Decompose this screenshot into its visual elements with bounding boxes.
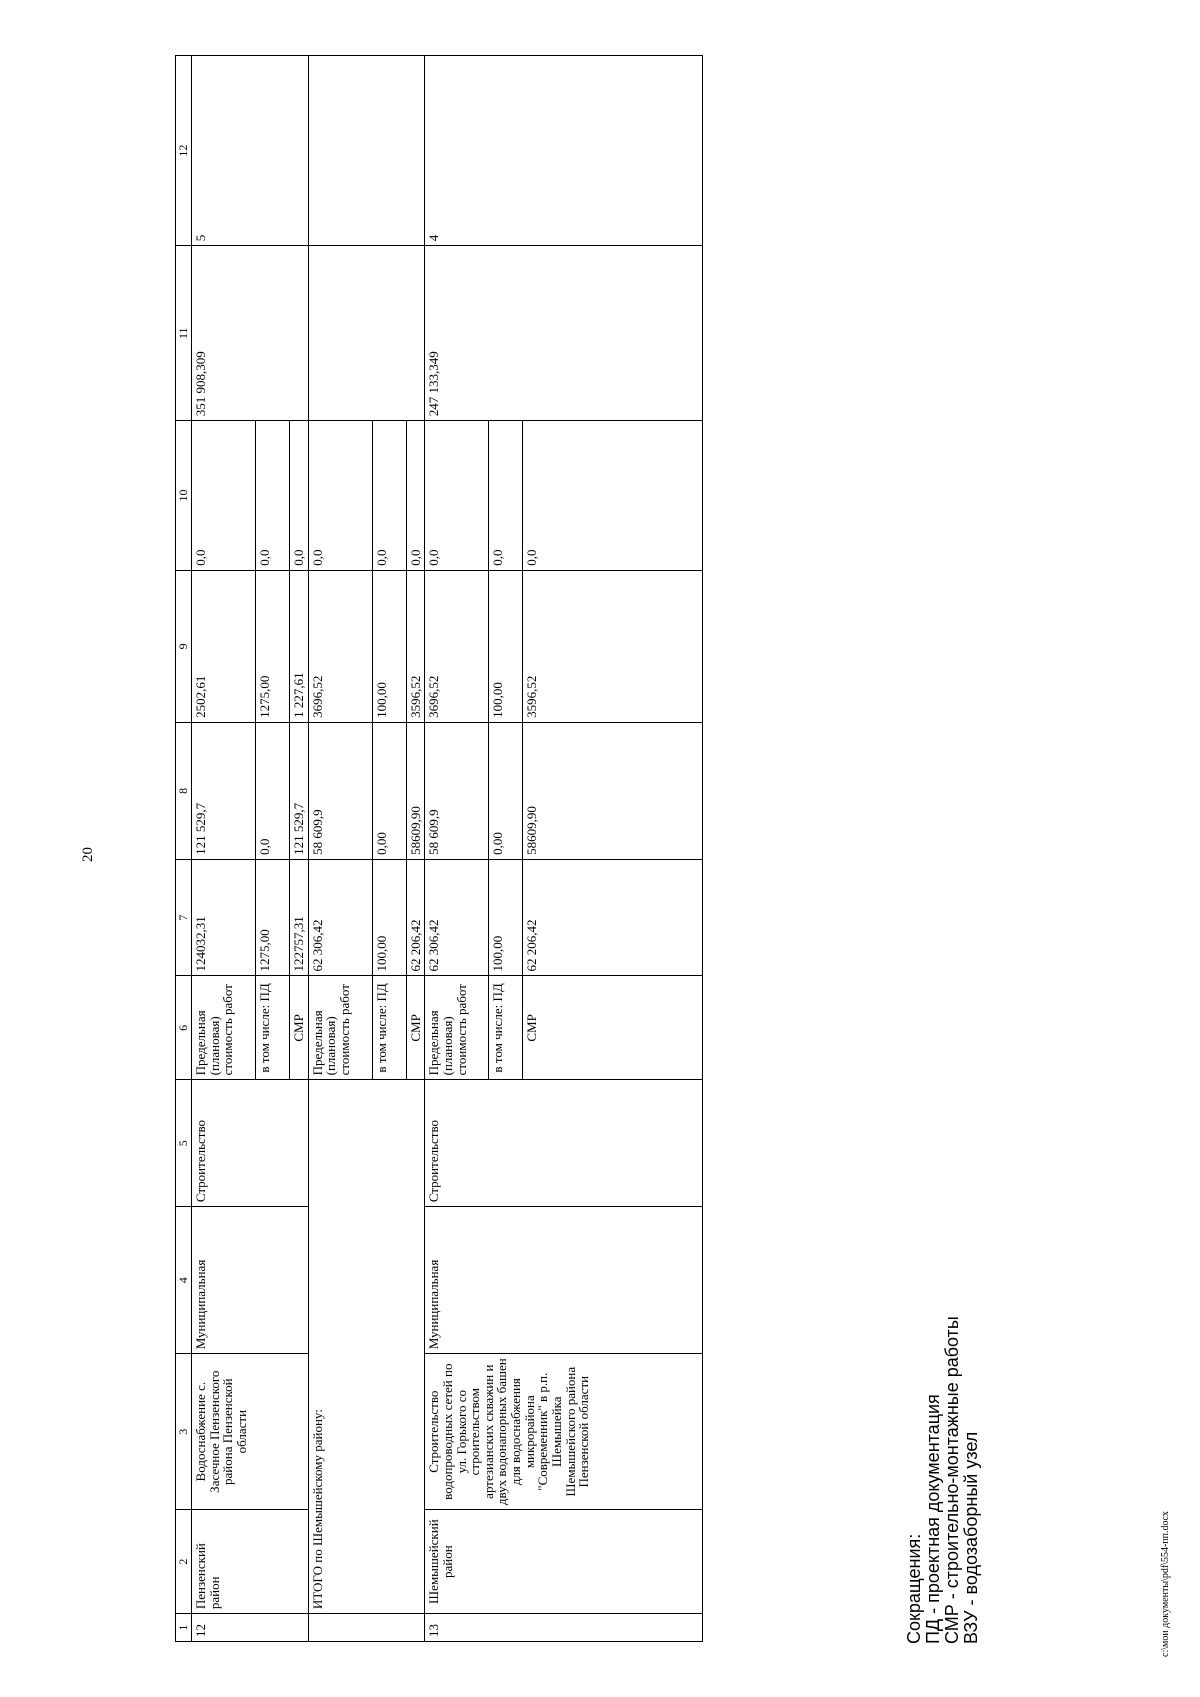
- value-cell: 58609,90: [406, 722, 425, 859]
- value-cell: 0,0: [425, 421, 489, 571]
- value-cell: 121 529,7: [192, 722, 256, 859]
- value-cell: 1 227,61: [290, 570, 309, 722]
- col-header: 7: [176, 859, 192, 976]
- value-cell: 58 609,9: [425, 722, 489, 859]
- abbreviation-line: ПД - проектная документация: [923, 1394, 943, 1644]
- object-cell: Водоснабжение с. Засечное Пензенского района Пензенской области: [192, 1354, 309, 1510]
- smr-label: СМР: [406, 976, 425, 1080]
- col12-cell: [308, 56, 425, 246]
- value-cell: 62 206,42: [523, 859, 703, 976]
- value-cell: 122757,31: [290, 859, 309, 976]
- value-cell: 0,0: [406, 421, 425, 571]
- ownership-cell: Муниципальная: [192, 1207, 309, 1354]
- value-cell: 2502,61: [192, 570, 256, 722]
- value-cell: 1275,00: [256, 859, 290, 976]
- pd-label: в том числе: ПД: [372, 976, 406, 1080]
- value-cell: 3696,52: [425, 570, 489, 722]
- work-type-cell: Строительство: [192, 1080, 309, 1207]
- value-cell: 0,00: [489, 722, 523, 859]
- value-cell: 62 306,42: [308, 859, 372, 976]
- col-header: 12: [176, 56, 192, 246]
- col12-cell: 4: [425, 56, 703, 246]
- total-row: [308, 56, 372, 1642]
- plan-label: Предельная (плановая) стоимость работ: [192, 976, 256, 1080]
- value-cell: 3696,52: [308, 570, 372, 722]
- plan-label: Предельная (плановая) стоимость работ: [308, 976, 372, 1080]
- col-header: 4: [176, 1207, 192, 1354]
- value-cell: 0,0: [489, 421, 523, 571]
- value-cell: 3596,52: [523, 570, 703, 722]
- value-cell: 124032,31: [192, 859, 256, 976]
- smr-label: СМР: [523, 976, 703, 1080]
- col-header: 8: [176, 722, 192, 859]
- row-number: 13: [425, 1614, 703, 1642]
- col-header: 9: [176, 570, 192, 722]
- value-cell: 121 529,7: [290, 722, 309, 859]
- value-cell: 58609,90: [523, 722, 703, 859]
- value-cell: 58 609,9: [308, 722, 372, 859]
- abbreviations-block: [905, 1316, 981, 1644]
- col11-cell: 351 908,309: [192, 246, 309, 421]
- total-label: ИТОГО по Шемышейскому району:: [308, 1080, 425, 1614]
- work-type-cell: Строительство: [425, 1080, 703, 1207]
- col-header: 6: [176, 976, 192, 1080]
- ownership-cell: Муниципальная: [425, 1207, 703, 1354]
- value-cell: 0,0: [256, 722, 290, 859]
- value-cell: 0,0: [372, 421, 406, 571]
- abbreviation-line: СМР - строительно-монтажные работы: [942, 1316, 962, 1644]
- value-cell: 100,00: [489, 570, 523, 722]
- value-cell: 0,0: [256, 421, 290, 571]
- file-path-footer: c:\мои документы\pdf\554-пп.docx: [1160, 1511, 1171, 1657]
- value-cell: 1275,00: [256, 570, 290, 722]
- value-cell: 62 306,42: [425, 859, 489, 976]
- col-header: 5: [176, 1080, 192, 1207]
- pd-label: в том числе: ПД: [489, 976, 523, 1080]
- value-cell: 100,00: [372, 859, 406, 976]
- col-header: 3: [176, 1354, 192, 1510]
- smr-label: СМР: [290, 976, 309, 1080]
- value-cell: 0,0: [290, 421, 309, 571]
- value-cell: 100,00: [489, 859, 523, 976]
- page-number: 20: [80, 847, 96, 862]
- value-cell: 0,0: [523, 421, 703, 571]
- abbreviation-line: ВЗУ - водозаборный узел: [961, 1431, 981, 1644]
- program-table: [175, 55, 703, 1642]
- column-number-row: [176, 56, 192, 1642]
- col-header: 10: [176, 421, 192, 571]
- col-header: 1: [176, 1614, 192, 1642]
- col-header: 2: [176, 1510, 192, 1614]
- value-cell: 3596,52: [406, 570, 425, 722]
- district-cell: Шемышейский район: [425, 1510, 703, 1614]
- abbreviations-title: Сокращения:: [904, 1533, 924, 1644]
- pd-label: в том числе: ПД: [256, 976, 290, 1080]
- col11-cell: [308, 246, 425, 421]
- value-cell: 100,00: [372, 570, 406, 722]
- value-cell: 0,0: [308, 421, 372, 571]
- value-cell: 0,0: [192, 421, 256, 571]
- plan-label: Предельная (плановая) стоимость работ: [425, 976, 489, 1080]
- table-row: [192, 56, 256, 1642]
- table-row: [425, 56, 489, 1642]
- col-header: 11: [176, 246, 192, 421]
- object-cell: Строительство водопроводных сетей по ул. Горького со строительством артезианских скважин и двух водонапорных башен для водоснабжения микрорайона "Современник" в р.п. Шемышейка Шемышейского района Пензенской области: [425, 1354, 703, 1510]
- col12-cell: 5: [192, 56, 309, 246]
- district-cell: Пензенский район: [192, 1510, 309, 1614]
- value-cell: 0,00: [372, 722, 406, 859]
- col11-cell: 247 133,349: [425, 246, 703, 421]
- value-cell: 62 206,42: [406, 859, 425, 976]
- total-number-cell: [308, 1614, 425, 1642]
- row-number: 12: [192, 1614, 309, 1642]
